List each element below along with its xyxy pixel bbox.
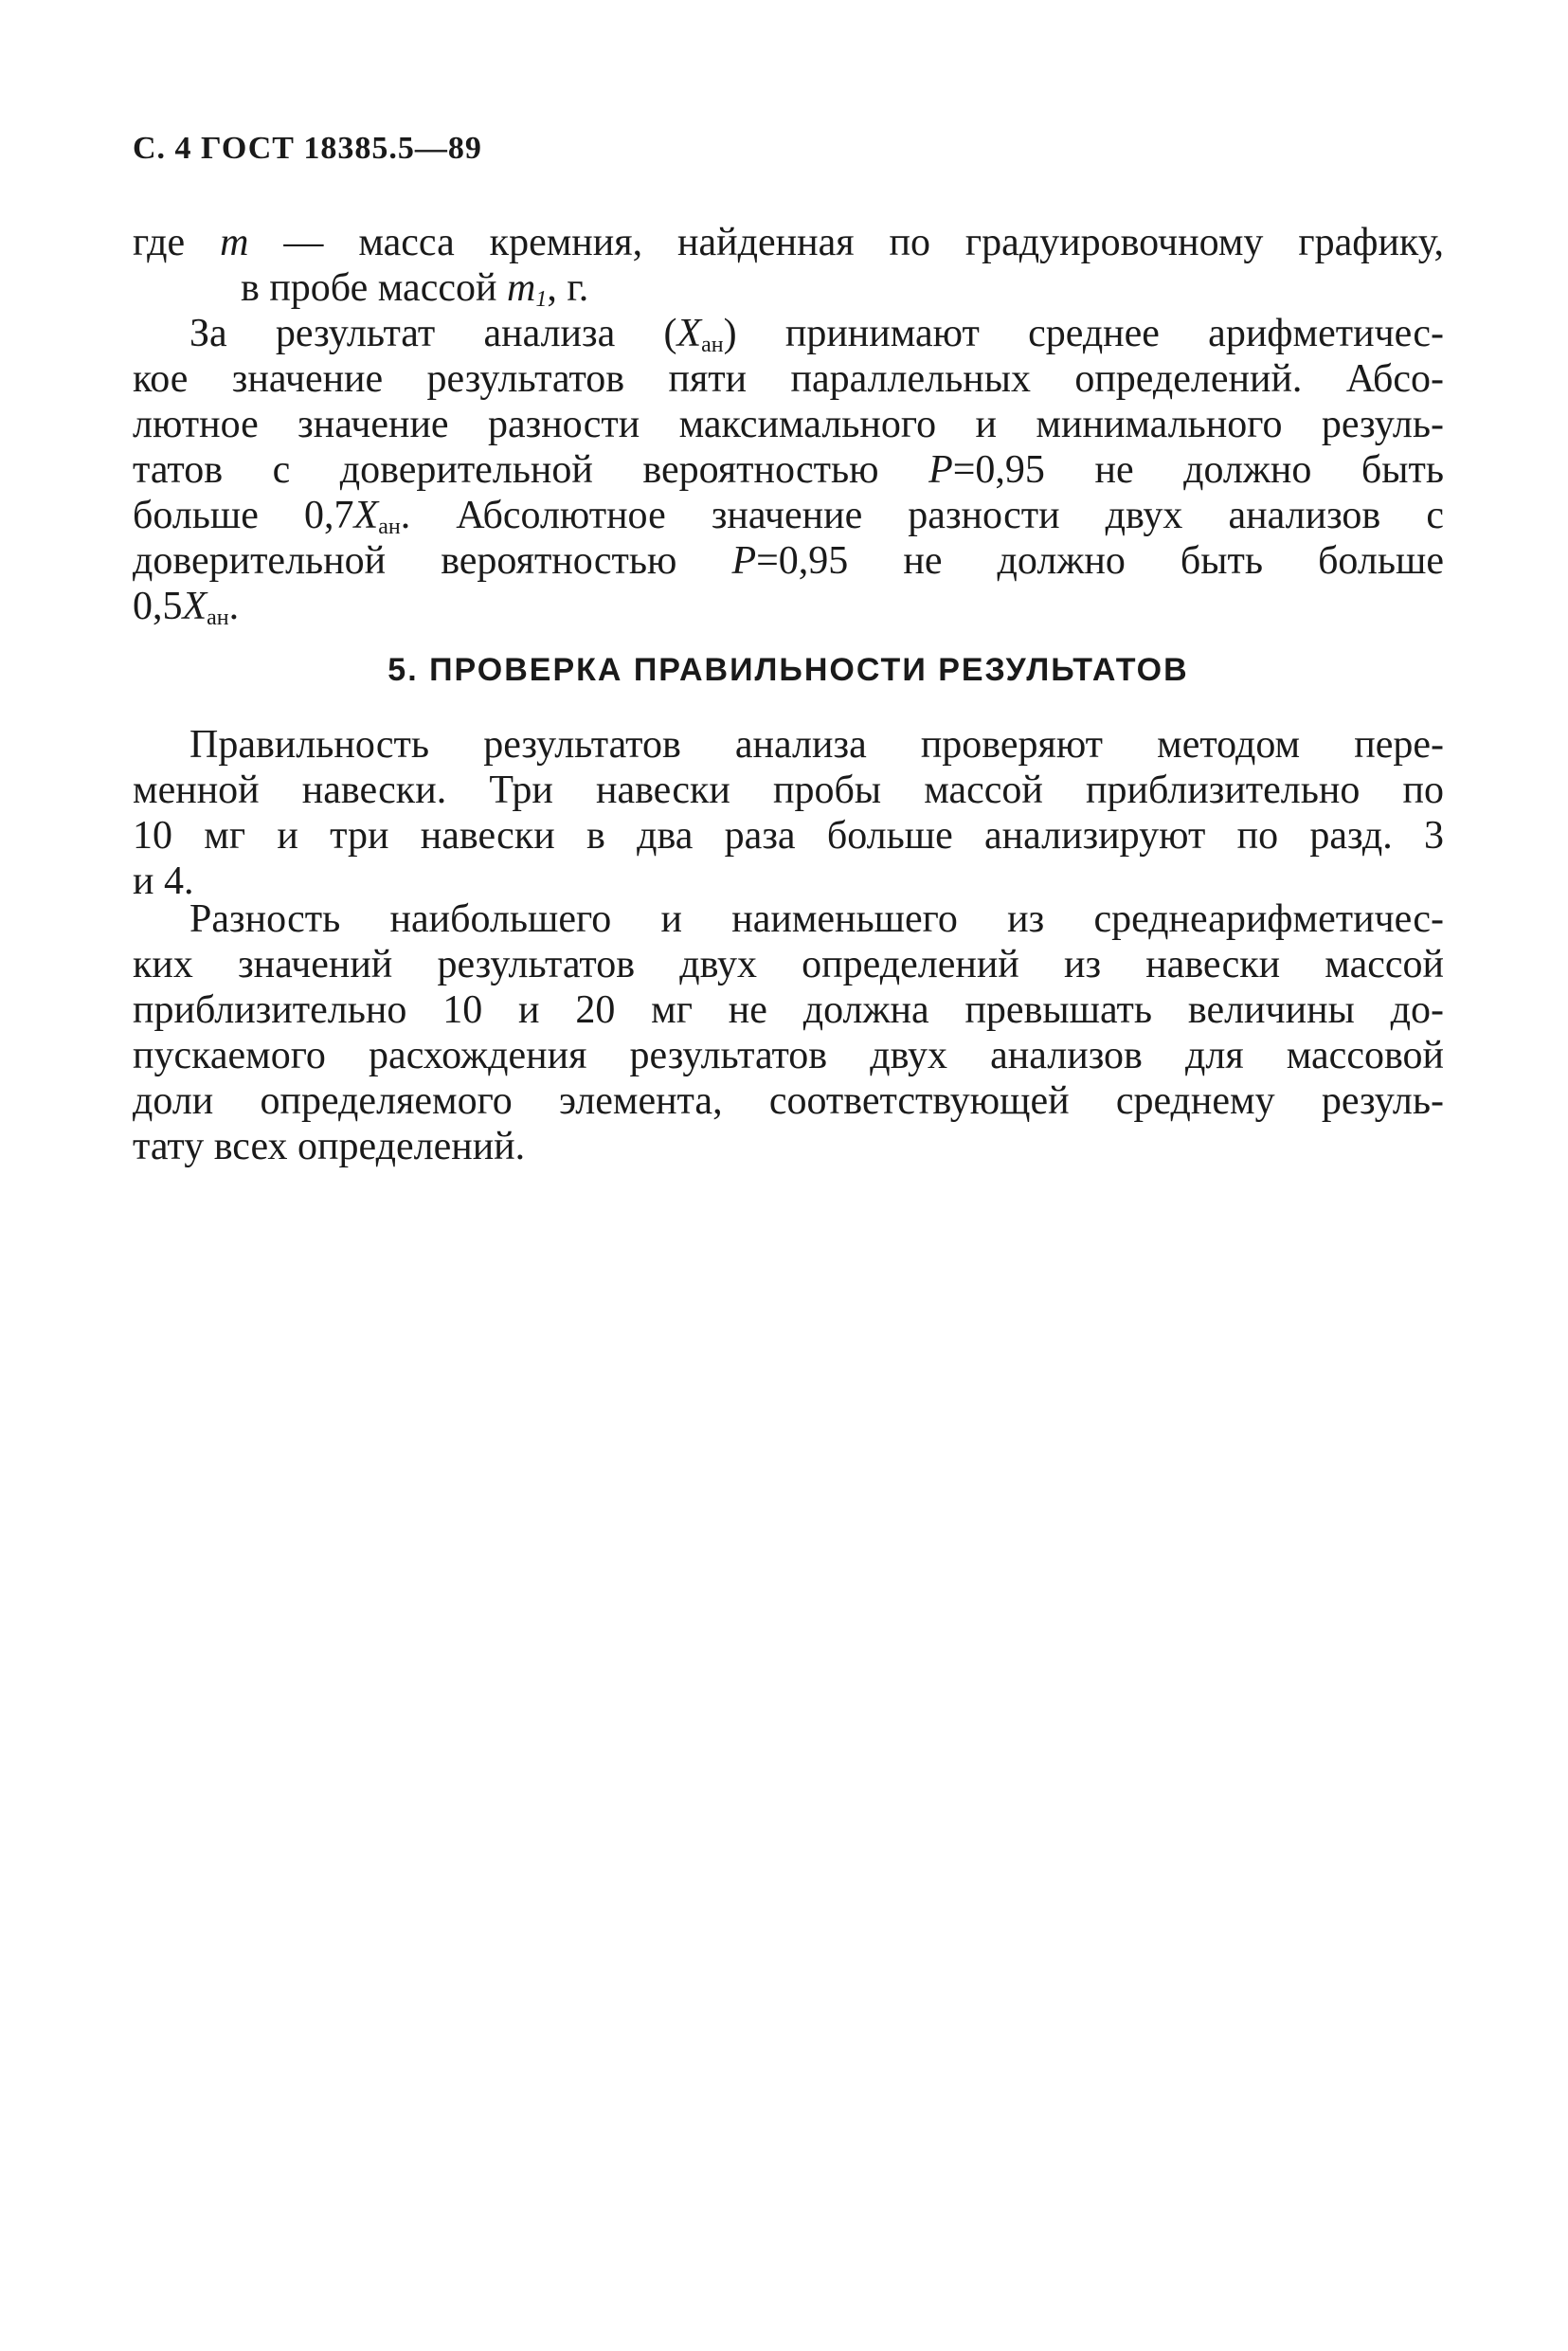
paragraph-line bbox=[133, 538, 1444, 584]
paragraph-result bbox=[133, 311, 1444, 629]
symbol-x-sub: ан bbox=[378, 515, 401, 539]
where-line2-text: в пробе массой bbox=[241, 266, 497, 310]
p1-l6-a: доверительной вероятностью bbox=[133, 539, 732, 583]
symbol-m1 bbox=[507, 266, 547, 310]
p1-l1-b: ) принимают среднее арифметичес- bbox=[723, 312, 1444, 355]
p1-l4-b: =0,95 не должно быть bbox=[952, 448, 1445, 492]
paragraph-line: и 4. bbox=[133, 859, 194, 903]
p1-l7-b: . bbox=[228, 585, 240, 628]
where-clause bbox=[133, 220, 1444, 311]
symbol-m: m bbox=[220, 221, 249, 264]
paragraph-line: доли определяемого элемента, соответствующей среднему резуль- bbox=[133, 1079, 1444, 1123]
p1-l7-a: 0,5 bbox=[133, 585, 183, 628]
paragraph-line bbox=[133, 493, 1444, 538]
p1-l4-a: татов с доверительной вероятностью bbox=[133, 448, 929, 492]
paragraph-line: ких значений результатов двух определений из навески массой bbox=[133, 943, 1444, 986]
paragraph-line: Разность наибольшего и наименьшего из среднеарифметичес- bbox=[189, 897, 1444, 941]
where-prefix: где bbox=[133, 221, 186, 264]
paragraph-method bbox=[133, 722, 1444, 904]
paragraph-line: пускаемого расхождения результатов двух анализов для массовой bbox=[133, 1034, 1444, 1077]
symbol-p: P bbox=[928, 448, 953, 492]
paragraph-line: лютное значение разности максимального и минимального резуль- bbox=[133, 403, 1444, 446]
symbol-m1-sub: 1 bbox=[535, 287, 548, 312]
paragraph-line: 10 мг и три навески в два раза больше анализируют по разд. 3 bbox=[133, 814, 1444, 858]
where-line2-end: , г. bbox=[547, 266, 589, 310]
paragraph-line: Правильность результатов анализа проверяют методом пере- bbox=[189, 723, 1444, 767]
symbol-x: X bbox=[676, 312, 702, 355]
paragraph-line: приблизительно 10 и 20 мг не должна превышать величины до- bbox=[133, 988, 1444, 1032]
paragraph-line: тату всех определений. bbox=[133, 1125, 526, 1168]
symbol-x-sub: ан bbox=[207, 606, 229, 630]
symbol-x: X bbox=[182, 585, 207, 628]
where-line-1 bbox=[133, 220, 1444, 265]
where-line-2 bbox=[133, 265, 1444, 311]
p1-l5-a: больше 0,7 bbox=[133, 494, 354, 537]
where-dash: — bbox=[283, 221, 324, 264]
section-title: 5. ПРОВЕРКА ПРАВИЛЬНОСТИ РЕЗУЛЬТАТОВ bbox=[387, 652, 1189, 688]
where-description: масса кремния, найденная по градуировочному графику, bbox=[358, 221, 1445, 264]
symbol-p: P bbox=[731, 539, 757, 583]
p1-l6-b: =0,95 не должно быть больше bbox=[756, 539, 1444, 583]
paragraph-line bbox=[133, 311, 1444, 356]
symbol-x: X bbox=[353, 494, 379, 537]
paragraph-line bbox=[133, 584, 1444, 629]
paragraph-difference bbox=[133, 896, 1444, 1169]
symbol-m1-base: m bbox=[506, 266, 536, 310]
p1-l5-b: . Абсолютное значение разности двух анализов с bbox=[400, 494, 1445, 537]
p1-l1-a: За результат анализа ( bbox=[189, 312, 677, 355]
paragraph-line: менной навески. Три навески пробы массой приблизительно по bbox=[133, 769, 1444, 812]
symbol-x-sub: ан bbox=[701, 333, 724, 357]
paragraph-line bbox=[133, 447, 1444, 493]
paragraph-line: кое значение результатов пяти параллельных определений. Абсо- bbox=[133, 357, 1444, 401]
page-header: С. 4 ГОСТ 18385.5—89 bbox=[133, 131, 482, 166]
